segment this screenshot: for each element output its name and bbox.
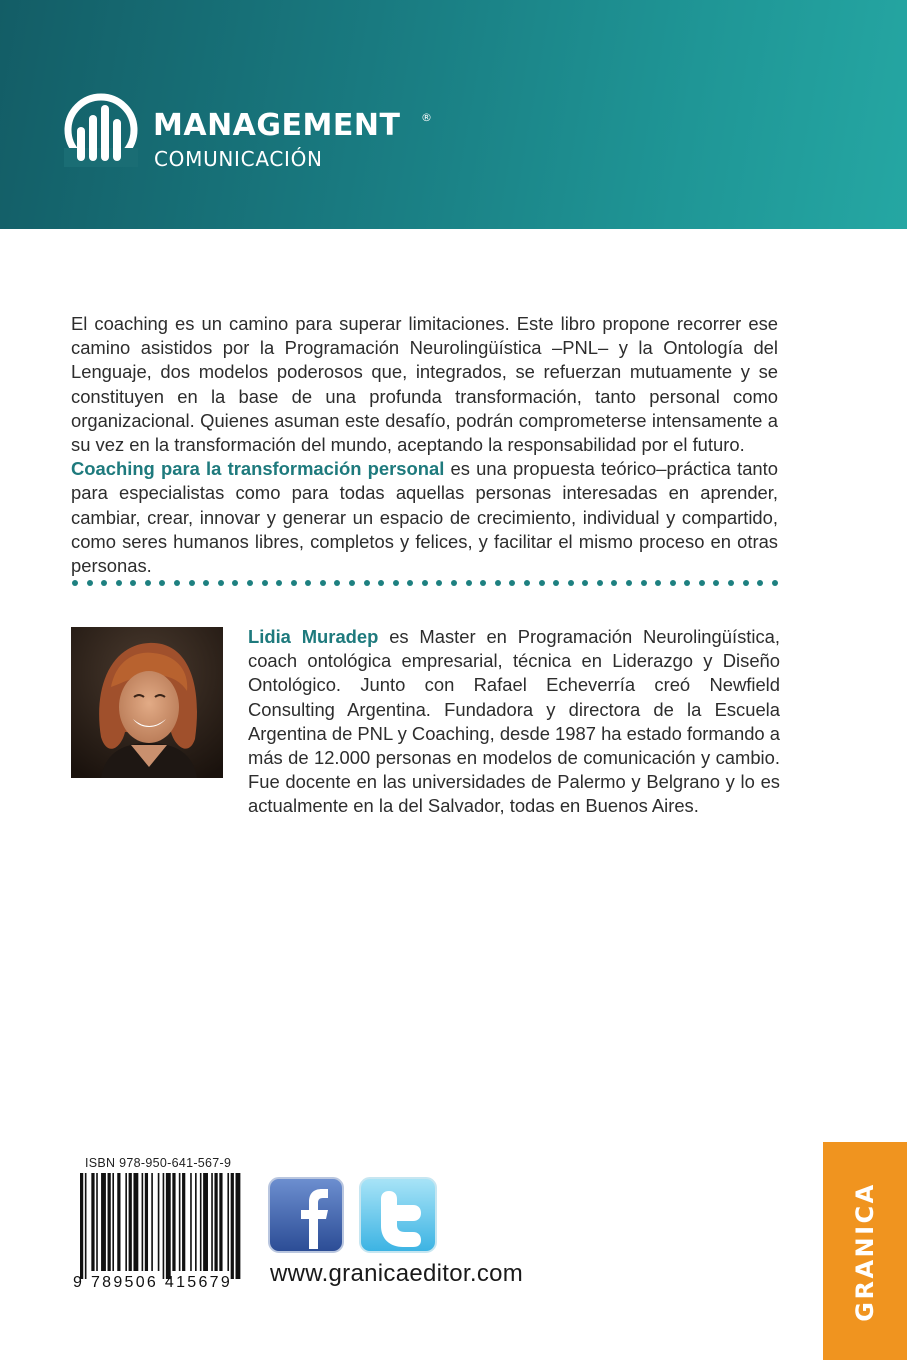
barcode-bar — [125, 1173, 127, 1271]
description-text: es una propuesta teórico–práctica tanto para especialistas como para todas aquellas personas interesadas en aprender, cambiar, crear, innovar y generar un espacio de crecimiento, individual y compartido, como seres humanos libres, completos y felices, y facilitar el mismo proceso en otras personas. — [71, 458, 778, 577]
barcode-bar — [145, 1173, 148, 1271]
barcode-bars — [80, 1173, 242, 1279]
barcode-bar — [142, 1173, 144, 1271]
barcode-bar — [182, 1173, 185, 1271]
barcode-bar — [236, 1173, 241, 1279]
barcode-bar — [214, 1173, 217, 1271]
description-paragraph-2 — [71, 457, 778, 578]
divider-dot — [145, 580, 151, 586]
divider-dot — [203, 580, 209, 586]
divider-dot — [378, 580, 384, 586]
barcode-bar — [80, 1173, 83, 1279]
divider-dot — [189, 580, 195, 586]
barcode-bar — [85, 1173, 87, 1279]
bar-chart-arch-icon — [64, 93, 138, 167]
description-paragraph: El coaching es un camino para superar limitaciones. Este libro propone recorrer ese camino asistidos por la Programación Neurolingüística –PNL– y la Ontología del Lenguaje, dos modelos poderosos que, integrados, se refuerzan mutuamente y se constituyen en la base de una profunda transformación, tanto personal como organizacional. Quienes asuman este desafío, podrán comprometerse intensamente a su vez en la transformación del mundo, aceptando la responsabilidad por el futuro. — [71, 313, 778, 456]
divider-dot — [626, 580, 632, 586]
barcode-bar — [231, 1173, 234, 1279]
divider-dot — [87, 580, 93, 586]
divider-dot — [101, 580, 107, 586]
brand-name: MANAGEMENT — [153, 108, 401, 143]
divider-dot — [407, 580, 413, 586]
brand-subtitle: COMUNICACIÓN — [154, 147, 323, 171]
barcode-bar — [166, 1173, 171, 1279]
divider-dot — [713, 580, 719, 586]
barcode-bar — [200, 1173, 202, 1271]
barcode-bar — [203, 1173, 208, 1271]
barcode-bar — [117, 1173, 120, 1271]
divider-dot — [597, 580, 603, 586]
book-description — [71, 312, 778, 578]
divider-dot — [539, 580, 545, 586]
barcode-bar — [195, 1173, 197, 1271]
divider-dot — [524, 580, 530, 586]
divider-dot — [436, 580, 442, 586]
divider-dot — [291, 580, 297, 586]
divider-dot — [641, 580, 647, 586]
facebook-icon[interactable] — [268, 1177, 344, 1253]
divider-dot — [655, 580, 661, 586]
barcode-number: 9 789506 415679 — [73, 1274, 233, 1291]
divider-dot — [495, 580, 501, 586]
barcode-bar — [108, 1173, 111, 1271]
divider-dot — [334, 580, 340, 586]
divider-dot — [130, 580, 136, 586]
header-banner — [0, 0, 907, 229]
divider-dot — [568, 580, 574, 586]
divider-dot — [582, 580, 588, 586]
publisher-name: GRANICA — [851, 1182, 879, 1322]
divider-dot — [684, 580, 690, 586]
divider-dot — [509, 580, 515, 586]
isbn-label: ISBN 978-950-641-567-9 — [85, 1156, 232, 1170]
barcode-bar — [179, 1173, 181, 1271]
divider-dot — [393, 580, 399, 586]
barcode-block — [73, 1156, 251, 1298]
divider-dot — [466, 580, 472, 586]
divider-dot — [772, 580, 778, 586]
barcode-bar — [158, 1173, 160, 1271]
divider-dot — [349, 580, 355, 586]
divider-dot — [262, 580, 268, 586]
divider-dot — [247, 580, 253, 586]
divider-dot — [276, 580, 282, 586]
author-bio-text: es Master en Programación Neurolingüística, coach ontológica empresarial, técnica en Liderazgo y Diseño Ontológico. Junto con Rafael Echeverría creó Newfield Consulting Argentina. Fundadora y directora de la Escuela Argentina de PNL y Coaching, desde 1987 ha estado formando a más de 12.000 personas en modelos de comunicación y cambio. Fue docente en las universidades de Palermo y Belgrano y lo es actualmente en la del Salvador, todas en Buenos Aires. — [248, 626, 780, 817]
divider-dot — [218, 580, 224, 586]
divider-dot — [728, 580, 734, 586]
divider-dot — [611, 580, 617, 586]
barcode-bar — [151, 1173, 153, 1271]
author-name: Lidia Muradep — [248, 626, 379, 647]
divider-dot — [232, 580, 238, 586]
website-link[interactable]: www.granicaeditor.com — [270, 1260, 524, 1287]
divider-dot — [670, 580, 676, 586]
barcode-bar — [219, 1173, 222, 1271]
divider-dot — [72, 580, 78, 586]
divider-dot — [422, 580, 428, 586]
divider-dot — [743, 580, 749, 586]
barcode-bar — [211, 1173, 213, 1271]
divider-dot — [553, 580, 559, 586]
author-photo — [71, 627, 223, 778]
barcode-bar — [101, 1173, 106, 1271]
barcode-bar — [133, 1173, 138, 1271]
divider-dot — [757, 580, 763, 586]
divider-dot — [699, 580, 705, 586]
registered-mark: ® — [421, 111, 432, 124]
divider-dot — [451, 580, 457, 586]
barcode-bar — [91, 1173, 94, 1271]
barcode-bar — [227, 1173, 229, 1271]
barcode-bar — [112, 1173, 114, 1271]
divider-dot — [159, 580, 165, 586]
divider-dot — [320, 580, 326, 586]
barcode-bar — [129, 1173, 132, 1271]
divider-dot — [364, 580, 370, 586]
divider-dot — [480, 580, 486, 586]
publisher-tab — [823, 1142, 907, 1360]
dotted-divider — [72, 578, 778, 588]
barcode-bar — [163, 1173, 165, 1279]
barcode-bar — [96, 1173, 98, 1271]
twitter-icon[interactable] — [359, 1177, 437, 1253]
barcode-bar — [190, 1173, 192, 1271]
divider-dot — [116, 580, 122, 586]
author-bio — [248, 625, 780, 819]
divider-dot — [305, 580, 311, 586]
book-title-highlight: Coaching para la transformación personal — [71, 458, 445, 480]
barcode-bar — [172, 1173, 175, 1271]
divider-dot — [174, 580, 180, 586]
